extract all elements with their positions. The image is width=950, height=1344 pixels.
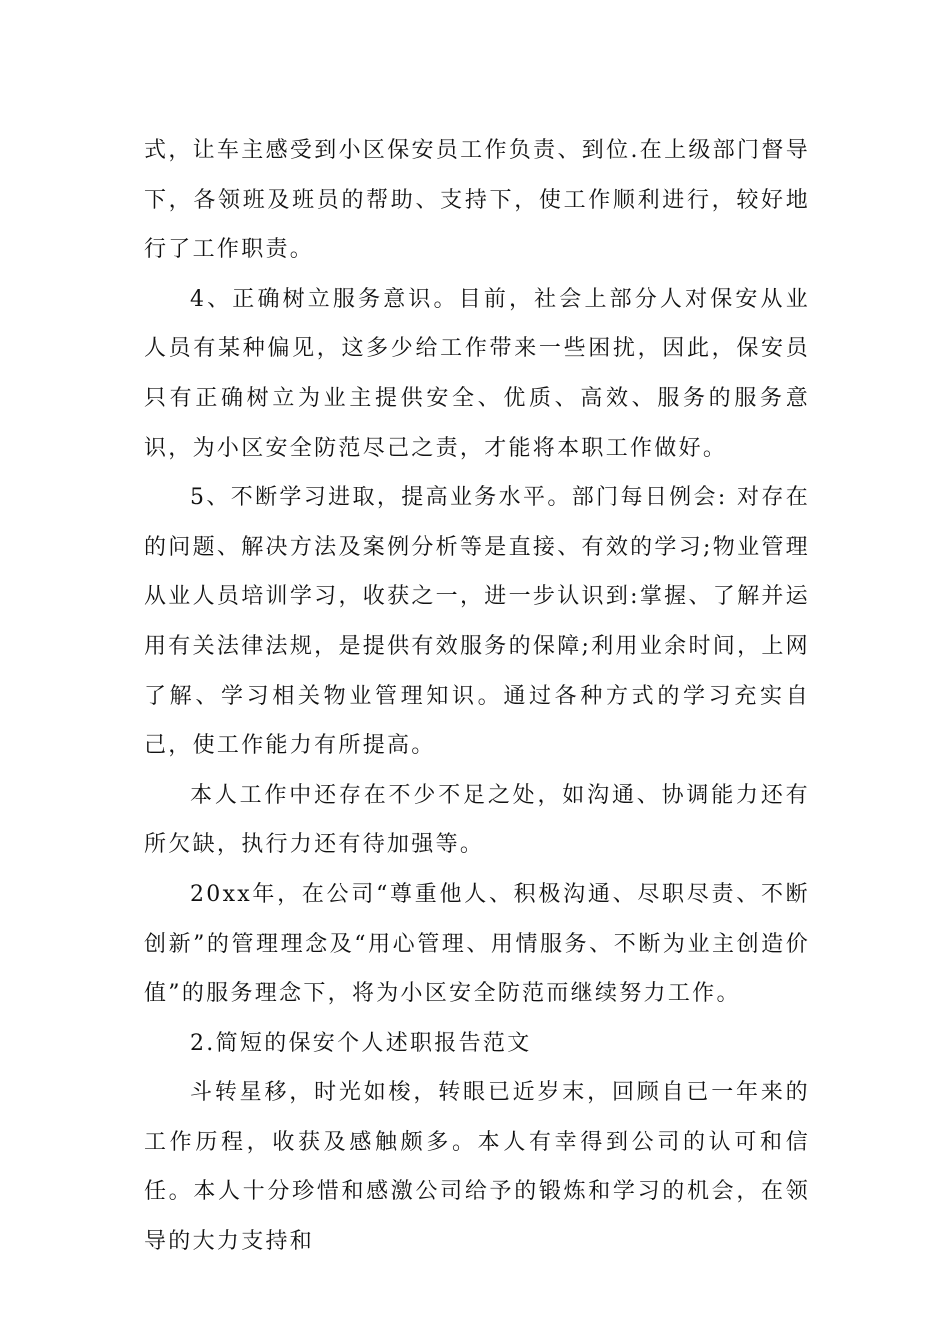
paragraph-7: 斗转星移，时光如梭，转眼已近岁末，回顾自已一年来的工作历程，收获及感触颇多。本人有幸得到公司的认可和信任。本人十分珍惜和感激公司给予的锻炼和学习的机会，在领导的大力支持和 [144,1080,810,1255]
paragraph-1: 式，让车主感受到小区保安员工作负责、到位.在上级部门督导下，各领班及班员的帮助、支持下，使工作顺利进行，较好地行了工作职责。 [144,138,810,263]
paragraph-4: 本人工作中还存在不少不足之处，如沟通、协调能力还有所欠缺，执行力还有待加强等。 [144,782,810,858]
section-heading: 2.简短的保安个人述职报告范文 [190,1030,532,1056]
paragraph-5: 20xx年，在公司“尊重他人、积极沟通、尽职尽责、不断创新”的管理理念及“用心管理、用情服务、不断为业主创造价值”的服务理念下，将为小区安全防范而继续努力工作。 [144,881,810,1007]
document-body [144,126,810,1267]
paragraph-3: 5、不断学习进取，提高业务水平。部门每日例会: 对存在的问题、解决方法及案例分析等是直接、有效的学习;物业管理从业人员培训学习，收获之一，进一步认识到:掌握、了解并运用有关法律法规，是提供有效服务的保障;利用业余时间，上网了解、学习相关物业管理知识。通过各种方式的学习充实自己，使工作能力有所提高。 [144,485,810,759]
paragraph-2: 4、正确树立服务意识。目前，社会上部分人对保安从业人员有某种偏见，这多少给工作带来一些困扰，因此，保安员只有正确树立为业主提供安全、优质、高效、服务的服务意识，为小区安全防范尽己之责，才能将本职工作做好。 [144,286,810,461]
